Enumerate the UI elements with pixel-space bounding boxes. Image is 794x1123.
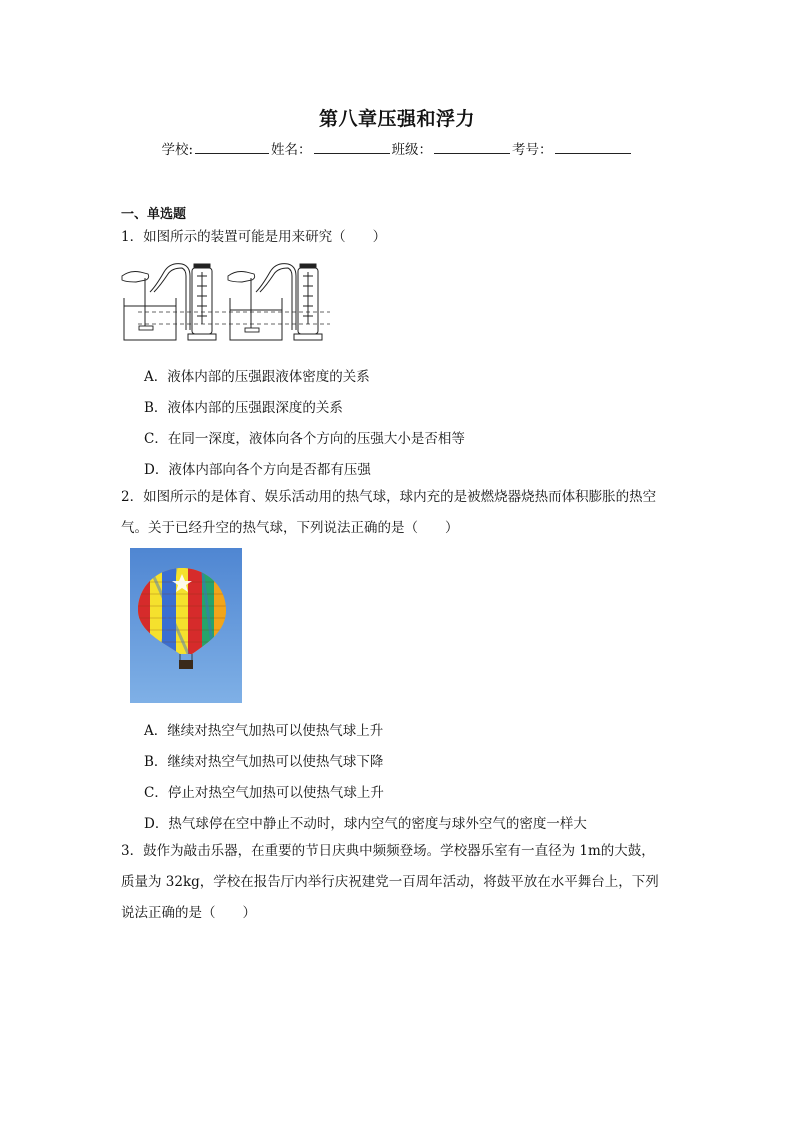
question-2-option-d[interactable]: D．热气球停在空中静止不动时，球内空气的密度与球外空气的密度一样大: [144, 816, 587, 832]
student-info-line: [0, 138, 794, 158]
class-blank[interactable]: [434, 139, 510, 154]
question-2-stem-line1: 2．如图所示的是体育、娱乐活动用的热气球，球内充的是被燃烧器烧热而体积膨胀的热空: [121, 489, 657, 505]
class-label: 班级：: [391, 142, 433, 158]
question-1-option-d[interactable]: D．液体内部向各个方向是否都有压强: [144, 462, 371, 478]
name-label: 姓名：: [271, 142, 312, 158]
school-blank[interactable]: [195, 139, 269, 154]
u-tube-gauge-right: [294, 264, 322, 340]
question-2-option-b[interactable]: B．继续对热空气加热可以使热气球下降: [144, 754, 384, 770]
question-1-option-a[interactable]: A．液体内部的压强跟液体密度的关系: [144, 369, 370, 385]
pressure-apparatus-figure: [120, 262, 346, 346]
question-3-stem-line1: 3．鼓作为敲击乐器，在重要的节日庆典中频频登场。学校器乐室有一直径为 1m的大鼓，: [121, 843, 655, 859]
id-label: 考号：: [512, 142, 553, 158]
question-2-option-a[interactable]: A．继续对热空气加热可以使热气球上升: [144, 723, 384, 739]
question-2-stem-line2: 气。关于已经升空的热气球，下列说法正确的是（ ）: [121, 520, 459, 536]
beaker-right: [230, 298, 282, 340]
hot-air-balloon-photo: [130, 548, 242, 703]
id-blank[interactable]: [555, 139, 631, 154]
question-1-option-c[interactable]: C．在同一深度，液体向各个方向的压强大小是否相等: [144, 431, 465, 447]
page-title: 第八章压强和浮力: [318, 108, 475, 130]
question-1-option-b[interactable]: B．液体内部的压强跟深度的关系: [144, 400, 343, 416]
question-2-option-c[interactable]: C．停止对热空气加热可以使热气球上升: [144, 785, 384, 801]
beaker-left: [124, 298, 176, 340]
section-title: 一、单选题: [121, 207, 187, 222]
school-label: 学校:: [161, 142, 194, 158]
question-1-stem: 1．如图所示的装置可能是用来研究（ ）: [121, 229, 387, 245]
name-blank[interactable]: [314, 139, 390, 154]
question-3-stem-line2: 质量为 32kg，学校在报告厅内举行庆祝建党一百周年活动，将鼓平放在水平舞台上，下列: [121, 874, 659, 890]
u-tube-gauge-left: [188, 264, 216, 340]
question-3-stem-line3: 说法正确的是（ ）: [121, 905, 256, 921]
